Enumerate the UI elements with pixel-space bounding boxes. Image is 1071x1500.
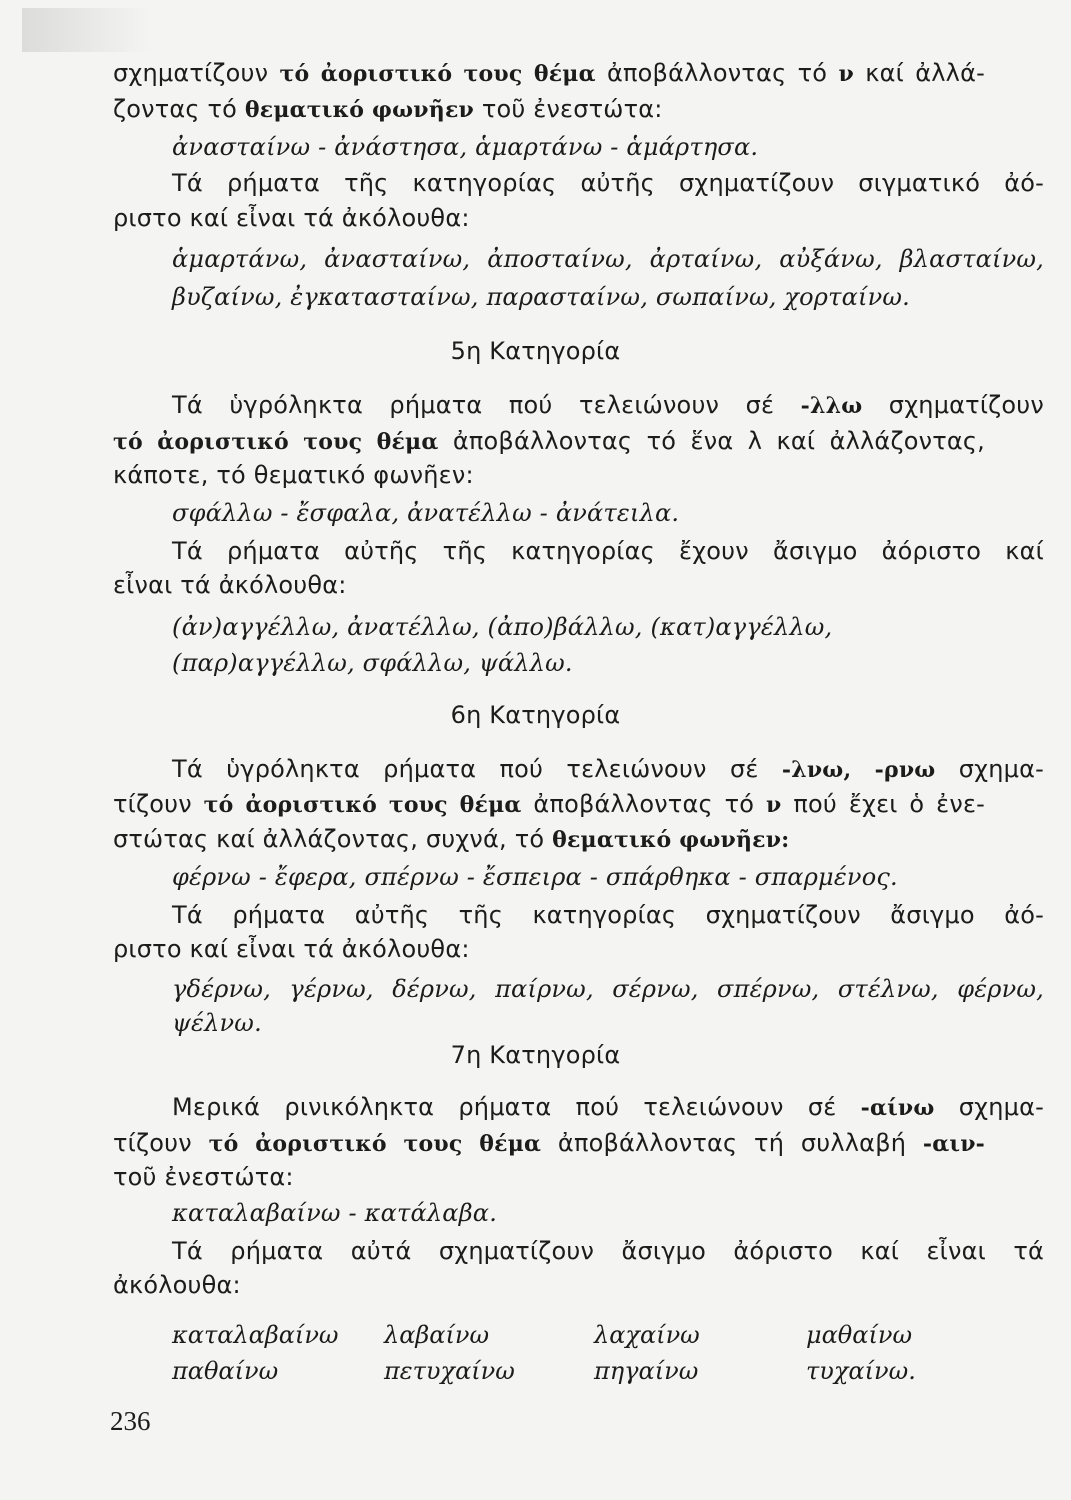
text-line	[172, 860, 1044, 894]
text-line	[172, 130, 1044, 164]
text-line	[113, 822, 985, 857]
bold-term: θεματικό φωνῆεν:	[552, 827, 790, 853]
text-line	[113, 92, 985, 127]
text-line	[113, 1160, 985, 1194]
text-line	[172, 242, 1044, 276]
text-line	[113, 201, 985, 235]
text-line	[172, 166, 1044, 200]
text-line	[172, 646, 1044, 680]
text-run: σχηματίζουν	[862, 391, 1044, 419]
page-number: 236	[110, 1406, 151, 1436]
text-run: Τά ὑγρόληκτα ρήματα πού τελειώνουν σέ	[172, 391, 801, 419]
text-run: ζοντας τό	[113, 95, 245, 123]
text-run: Τά ρήματα τῆς κατηγορίας αὐτῆς σχηματίζουν σιγματικό ἀό-	[172, 169, 1044, 197]
text-run: 7η Κατηγορία	[450, 1041, 621, 1069]
verb-cell: παθαίνω	[172, 1357, 279, 1385]
text-run: Τά ρήματα αὐτά σχηματίζουν ἄσιγμο ἀόριστο καί εἶναι τά	[172, 1237, 1044, 1265]
text-run: Μερικά ρινικόληκτα ρήματα πού τελειώνουν σέ	[172, 1093, 861, 1121]
text-line	[113, 1126, 985, 1161]
text-run: ριστο καί εἶναι τά ἀκόλουθα:	[113, 204, 470, 232]
section-heading	[0, 698, 1071, 732]
text-line	[172, 972, 1044, 1006]
text-run: τοῦ ἐνεστώτα:	[474, 95, 663, 123]
text-run: (παρ)αγγέλλω, σφάλλω, ψάλλω.	[172, 649, 573, 677]
text-run: ἀνασταίνω - ἀνάστησα, ἁμαρτάνω - ἁμάρτησα.	[172, 133, 759, 161]
verb-cell: μαθαίνω	[806, 1321, 913, 1349]
text-run: Τά ρήματα αὐτῆς τῆς κατηγορίας σχηματίζουν ἄσιγμο ἀό-	[172, 901, 1044, 929]
bold-term: τό ἀοριστικό τους θέμα	[203, 792, 522, 818]
text-run: γδέρνω, γέρνω, δέρνω, παίρνω, σέρνω, σπέρνω, στέλνω, φέρνω,	[172, 975, 1044, 1003]
text-line	[172, 1006, 1044, 1040]
text-run: ψέλνω.	[172, 1009, 262, 1037]
bold-term: θεματικό φωνῆεν	[244, 97, 474, 123]
text-line	[172, 1196, 1044, 1230]
text-run: Τά ρήματα αὐτῆς τῆς κατηγορίας ἔχουν ἄσιγμο ἀόριστο καί	[172, 537, 1044, 565]
section-heading	[0, 1038, 1071, 1072]
text-line	[113, 1268, 985, 1302]
text-run: Τά ὑγρόληκτα ρήματα πού τελειώνουν σέ	[172, 755, 782, 783]
verb-cell: λαχαίνω	[594, 1321, 700, 1349]
bold-term: -αίνω	[860, 1095, 935, 1121]
text-line	[113, 787, 985, 822]
text-line	[172, 1090, 1044, 1125]
text-line	[172, 1234, 1044, 1268]
text-run: βυζαίνω, ἐγκατασταίνω, παρασταίνω, σωπαίνω, χορταίνω.	[172, 283, 910, 311]
text-run: πού ἔχει ὁ ἐνε-	[781, 790, 985, 818]
section-heading	[0, 334, 1071, 368]
text-line	[172, 610, 1044, 644]
text-run: 6η Κατηγορία	[450, 701, 621, 729]
text-run: τοῦ ἐνεστώτα:	[113, 1163, 294, 1191]
text-run: σχημα-	[935, 755, 1044, 783]
text-run: εἶναι τά ἀκόλουθα:	[113, 571, 347, 599]
text-run: ἀποβάλλοντας τή συλλαβή	[541, 1129, 923, 1157]
text-run: καταλαβαίνω - κατάλαβα.	[172, 1199, 498, 1227]
bold-term: ν	[766, 792, 782, 818]
text-run: ἁμαρτάνω, ἀνασταίνω, ἀποσταίνω, ἀρταίνω, αὐξάνω, βλασταίνω,	[172, 245, 1044, 273]
text-run: καί ἀλλά-	[853, 59, 985, 87]
text-line	[172, 496, 1044, 530]
verb-cell: καταλαβαίνω	[172, 1321, 339, 1349]
bold-term: τό ἀοριστικό τους θέμα	[208, 1131, 542, 1157]
text-run: ἀποβάλλοντας τό	[595, 59, 839, 87]
text-run: 5η Κατηγορία	[450, 337, 621, 365]
bold-term: -λνω, -ρνω	[781, 757, 936, 783]
bold-term: τό ἀοριστικό τους θέμα	[113, 429, 439, 455]
text-line	[172, 534, 1044, 568]
text-line	[113, 568, 985, 602]
text-run: σφάλλω - ἔσφαλα, ἀνατέλλω - ἀνάτειλα.	[172, 499, 680, 527]
text-line	[172, 280, 1044, 314]
text-run: στώτας καί ἀλλάζοντας, συχνά, τό	[113, 825, 553, 853]
text-line	[113, 56, 985, 91]
text-run: ριστο καί εἶναι τά ἀκόλουθα:	[113, 935, 470, 963]
verb-cell: πετυχαίνω	[384, 1357, 515, 1385]
verb-cell: πηγαίνω	[594, 1357, 699, 1385]
text-line	[172, 388, 1044, 423]
text-line	[172, 752, 1044, 787]
text-run: τίζουν	[113, 1129, 209, 1157]
text-run: φέρνω - ἔφερα, σπέρνω - ἔσπειρα - σπάρθηκα - σπαρμένος.	[172, 863, 898, 891]
text-run: (ἀν)αγγέλλω, ἀνατέλλω, (ἀπο)βάλλω, (κατ)αγγέλλω,	[172, 613, 833, 641]
bold-term: τό ἀοριστικό τους θέμα	[279, 61, 596, 87]
text-run: κάποτε, τό θεματικό φωνῆεν:	[113, 461, 474, 489]
text-run: τίζουν	[113, 790, 204, 818]
text-line	[172, 898, 1044, 932]
text-run: σχημα-	[934, 1093, 1044, 1121]
text-run: σχηματίζουν	[113, 59, 280, 87]
text-line	[113, 932, 985, 966]
text-run: ἀκόλουθα:	[113, 1271, 241, 1299]
bold-term: -λλω	[800, 393, 863, 419]
text-run: ἀποβάλλοντας τό	[521, 790, 767, 818]
verb-cell: τυχαίνω.	[806, 1357, 916, 1385]
text-run: ἀποβάλλοντας τό ἕνα λ καί ἀλλάζοντας,	[438, 427, 985, 455]
bold-term: ν	[838, 61, 854, 87]
verb-cell: λαβαίνω	[384, 1321, 490, 1349]
text-line	[113, 458, 985, 492]
scan-smudge	[22, 8, 152, 52]
bold-term: -αιν-	[922, 1131, 985, 1157]
text-line	[113, 424, 985, 459]
